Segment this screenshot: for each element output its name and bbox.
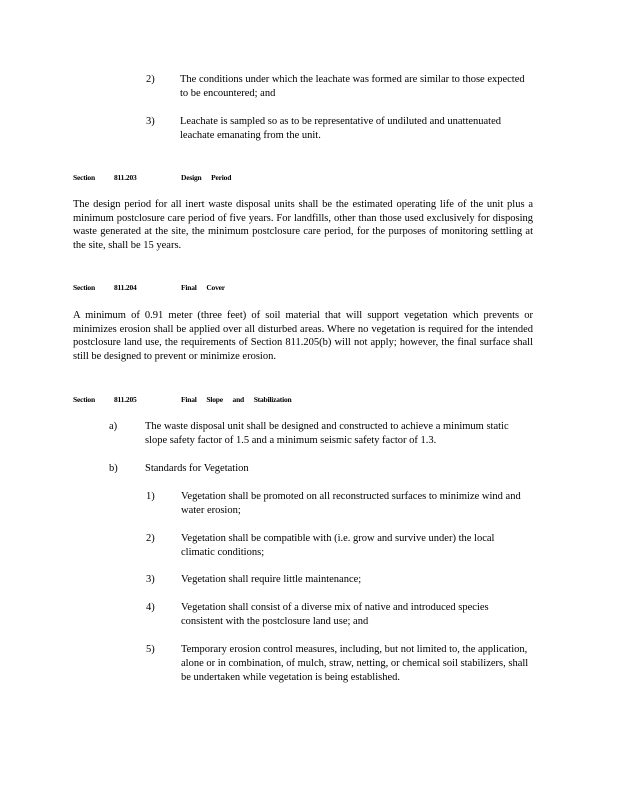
section-title: Design Period [181,173,232,182]
list-item-number: 3) [146,574,155,585]
list-item-number: 5) [146,644,155,655]
list-item-number: 2) [146,74,155,85]
section-body: The design period for all inert waste disposal units shall be the estimated operating life of the unit plus a minimum postclosure care period of five years. For landfills, other than those used exclusively for disposing waste generated at the site, the minimum postclosure care period, for the purposes of monitoring settling at the site, shall be 15 years. [73,199,533,251]
list-item-text: Vegetation shall require little maintenance; [181,574,362,585]
list-item-text: Temporary erosion control measures, including, but not limited to, the application, alone or in combination, of mulch, straw, netting, or chemical soil stabilizers, shall be undertaken while vegetation is being established. [181,644,529,683]
section-title: Final Cover [181,283,225,292]
section-body: A minimum of 0.91 meter (three feet) of soil material that will support vegetation which prevents or minimizes erosion shall be applied over all disturbed areas. Where no vegetation is required for the intended postclosure land use, the requirements of Section 811.205(b) will not apply; however, the final surface shall still be designed to prevent or minimize erosion. [73,310,533,362]
subsection-letter: a) [109,421,118,432]
subsection-letter: b) [109,463,118,474]
list-item-text: Vegetation shall be compatible with (i.e. grow and survive under) the local climatic conditions; [181,533,495,558]
list-item-text: The conditions under which the leachate was formed are similar to those expected to be encountered; and [180,74,525,99]
list-item-text: Vegetation shall consist of a diverse mix of native and introduced species consistent with the postclosure land use; and [181,602,489,627]
list-item-number: 1) [146,491,155,502]
subsection-text: Standards for Vegetation [145,463,249,474]
list-item-number: 4) [146,602,155,613]
list-item-number: 3) [146,116,155,127]
section-label: Section [73,173,95,182]
list-item-number: 2) [146,533,155,544]
section-title: Final Slope and Stabilization [181,395,292,404]
list-item-text: Vegetation shall be promoted on all reconstructed surfaces to minimize wind and water erosion; [181,491,521,516]
list-item-text: Leachate is sampled so as to be representative of undiluted and unattenuated leachate emanating from the unit. [180,116,502,141]
section-number: 811.204 [114,283,137,292]
section-number: 811.203 [114,173,137,182]
subsection-text: The waste disposal unit shall be designed and constructed to achieve a minimum static slope safety factor of 1.5 and a minimum seismic safety factor of 1.3. [145,421,509,446]
section-label: Section [73,283,95,292]
section-label: Section [73,395,95,404]
section-number: 811.205 [114,395,137,404]
